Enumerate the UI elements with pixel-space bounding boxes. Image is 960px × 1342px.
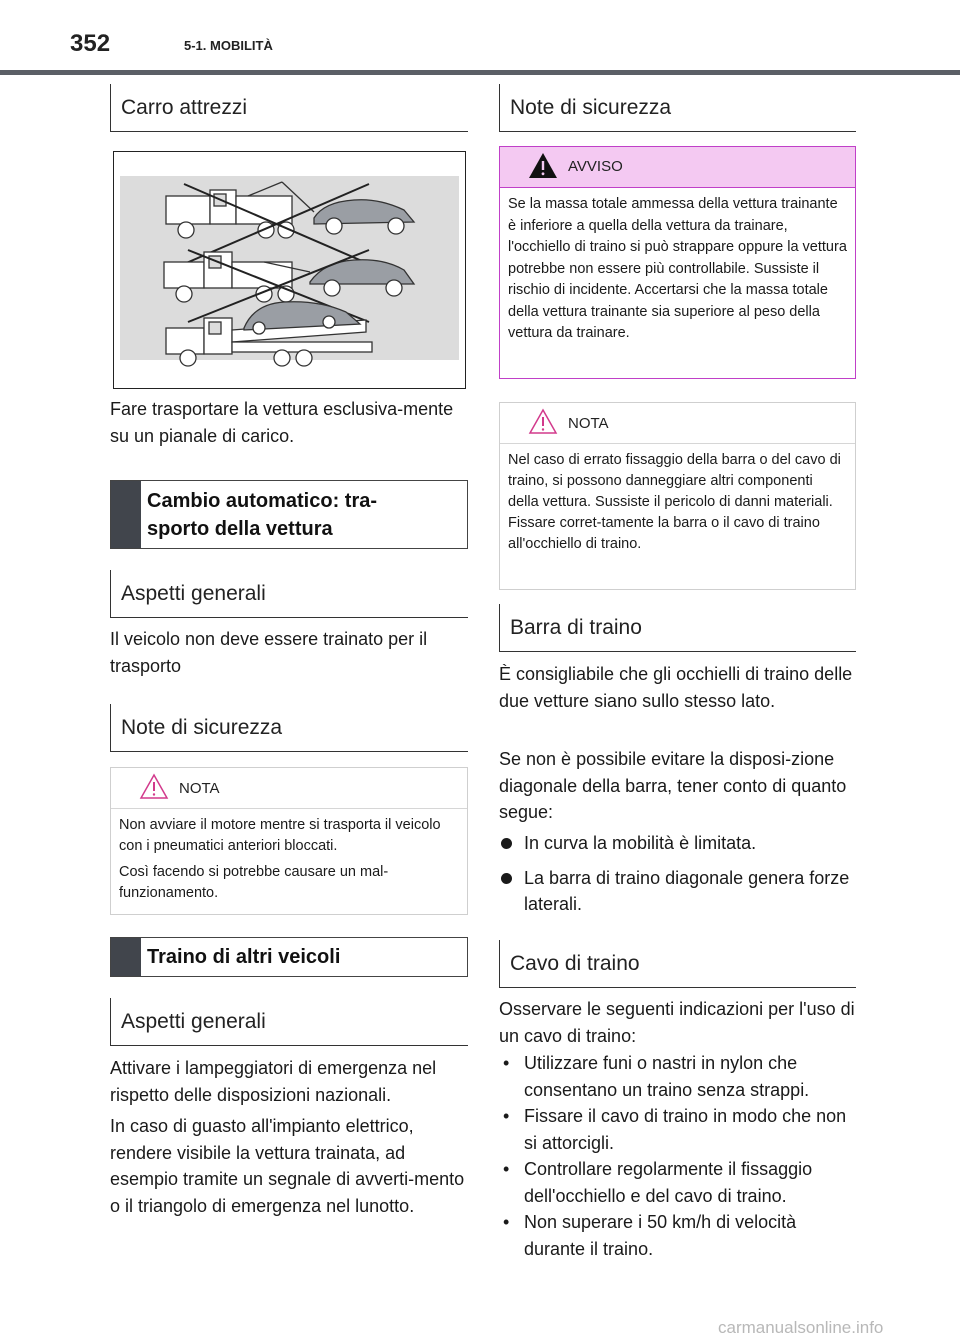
cavo-intro: Osservare le seguenti indicazioni per l'uso di un cavo di traino: [499, 999, 855, 1046]
list-item: • Controllare regolarmente il fissaggio dell'occhiello e del cavo di traino. [503, 1159, 813, 1206]
aspetti-text-2b: In caso di guasto all'impianto elettrico, rendere visibile la vettura trainata, ad esempio tramite un segnale di avverti-mento o il triangolo di emergenza nel lunotto. [110, 1116, 465, 1216]
carro-heading-text: Carro attrezzi [121, 95, 248, 119]
carro-text: Fare trasportare la vettura esclusiva-mente su un pianale di carico. [110, 399, 454, 446]
aspetti-heading-2-text: Aspetti generali [121, 1009, 266, 1033]
aspetti-heading-1 [110, 570, 468, 618]
list-item: • Non superare i 50 km/h di velocità durante il traino. [503, 1212, 797, 1259]
barra-heading-text: Barra di traino [510, 615, 642, 639]
nota-label-left: NOTA [179, 780, 220, 797]
heading-bar [111, 938, 141, 976]
nota-box-left [110, 767, 468, 915]
list-item: • Fissare il cavo di traino in modo che non si attorcigli. [503, 1106, 847, 1153]
aspetti-text-2a: Attivare i lampeggiatori di emergenza nel rispetto delle disposizioni nazionali. [110, 1058, 437, 1105]
cambio-heading-line1: Cambio automatico: tra- [147, 489, 378, 512]
avviso-text: Se la massa totale ammessa della vettura trainante è inferiore a quella della vettura da trainare, l'occhiello di traino si può strappare oppure la vettura potrebbe non essere più controllabile. Sussiste il rischio di incidente. Accertarsi che la massa totale della vettura trainante sia superiore al peso della vettura da trainare. [508, 196, 847, 341]
caution-triangle-icon [139, 773, 169, 800]
cavo-list [499, 1050, 856, 1262]
barra-heading [499, 604, 856, 652]
cambio-heading-line2: sporto della vettura [147, 517, 333, 540]
barra-bullet-list [499, 830, 856, 926]
avviso-label: AVVISO [568, 158, 623, 175]
tow-truck-illustration [113, 151, 466, 389]
cavo-heading-text: Cavo di traino [510, 951, 640, 975]
nota-left-p1: Non avviare il motore mentre si trasporta il veicolo con i pneumatici anteriori bloccati. [119, 817, 441, 854]
warning-triangle-icon [528, 152, 558, 179]
bullet-dot-icon [501, 873, 512, 884]
note-sicurezza-heading-left-text: Note di sicurezza [121, 715, 283, 739]
note-sicurezza-heading-left [110, 704, 468, 752]
aspetti-heading-2 [110, 998, 468, 1046]
aspetti-text-1: Il veicolo non deve essere trainato per il trasporto [110, 629, 428, 676]
cambio-heading [110, 480, 468, 549]
aspetti-heading-1-text: Aspetti generali [121, 581, 266, 605]
traino-heading-text: Traino di altri veicoli [147, 946, 341, 968]
page-header [0, 0, 960, 76]
note-sicurezza-heading-right [499, 84, 856, 132]
heading-bar [111, 481, 141, 548]
nota-label-right: NOTA [568, 415, 609, 432]
list-item: In curva la mobilità è limitata. [499, 830, 856, 857]
cavo-heading [499, 940, 856, 988]
tow-truck-diagram [114, 152, 465, 388]
caution-triangle-icon [528, 408, 558, 435]
page-number: 352 [70, 30, 111, 57]
nota-left-p2: Così facendo si potrebbe causare un mal-funzionamento. [119, 864, 389, 901]
avviso-box [499, 146, 856, 379]
note-sicurezza-heading-right-text: Note di sicurezza [510, 95, 672, 119]
nota-right-text: Nel caso di errato fissaggio della barra o del cavo di traino, si possono danneggiare altri componenti della vettura. Sussiste il pericolo di danni materiali. Fissare corret-tamente la barra o il cavo di traino all'occhiello di traino. [508, 452, 841, 552]
header-rule [0, 70, 960, 75]
bullet-dot-icon [501, 838, 512, 849]
list-item: La barra di traino diagonale genera forze laterali. [499, 865, 856, 918]
barra-text-1: È consigliabile che gli occhielli di traino delle due vetture siano sullo stesso lato. [499, 664, 853, 711]
list-item: • Utilizzare funi o nastri in nylon che consentano un traino senza strappi. [503, 1053, 810, 1100]
section-title: 5-1. MOBILITÀ [184, 38, 273, 53]
traino-heading [110, 937, 468, 977]
carro-heading [110, 84, 468, 132]
watermark: carmanualsonline.info [718, 1318, 884, 1337]
barra-text-2: Se non è possibile evitare la disposi-zione diagonale della barra, tener conto di quanto segue: [499, 749, 847, 822]
nota-box-right [499, 402, 856, 590]
